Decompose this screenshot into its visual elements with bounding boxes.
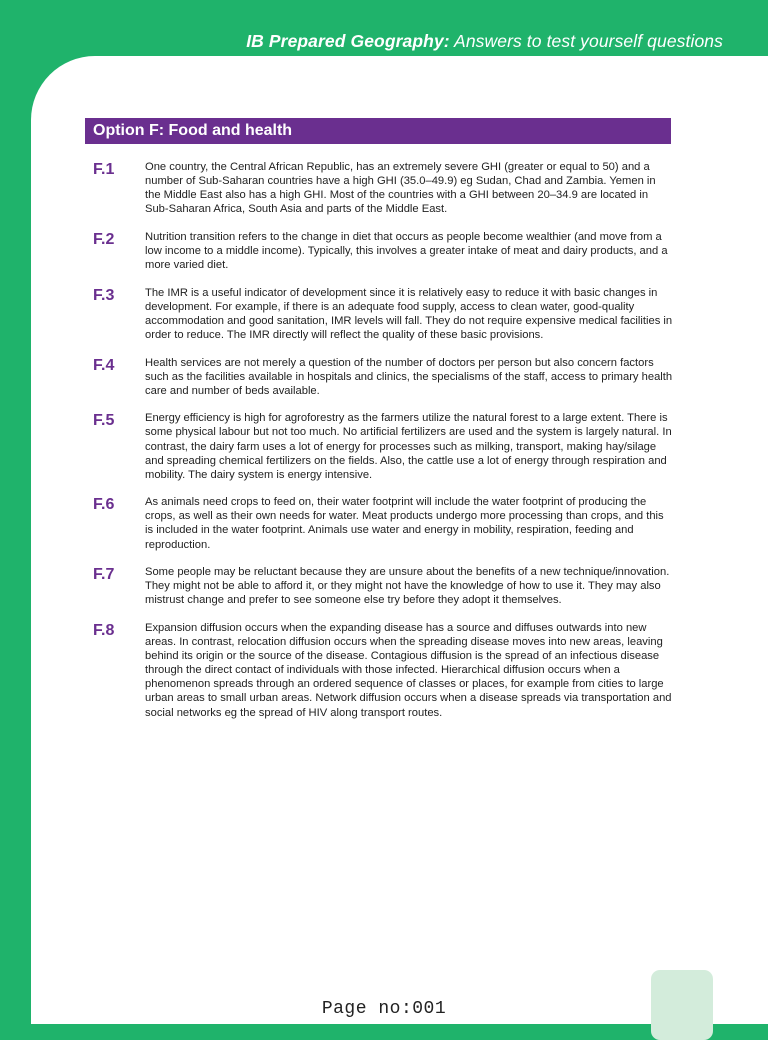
answer-id: F.2 (93, 230, 115, 248)
answer-text: Energy efficiency is high for agroforestry as the farmers utilize the natural forest to a large extent. There is some physical labour but not too much. No artificial fertilizers are used and the system is largely natural. In contrast, the dairy farm uses a lot of energy for processes such as milking, transport, making hay/silage and spreading chemical fertilizers on the fields. Also, the cattle use a lot of energy through respiration and mobility. The dairy system is energy intensive. (145, 412, 672, 481)
answer-id: F.5 (93, 412, 115, 430)
answer-id: F.7 (93, 566, 115, 584)
answer-item (93, 621, 673, 720)
header-title-bold: IB Prepared Geography: (246, 31, 450, 51)
answer-item (93, 160, 673, 216)
answer-text: The IMR is a useful indicator of development since it is relatively easy to reduce it with basic changes in development. For example, if there is an adequate food supply, access to clean water, good-quality accommodation and good sanitation, IMR levels will fall. They do not require expensive medical facilities in order to reduce. The IMR directly will reflect the quality of these basic provisions. (145, 286, 673, 341)
answer-text: Some people may be reluctant because they are unsure about the benefits of a new technique/innovation. They might not be able to afford it, or they might not have the knowledge of how to use it. They may also mistrust change and prefer to see someone else try before they adopt it themselves. (145, 566, 670, 607)
answer-item (93, 411, 673, 481)
answer-id: F.1 (93, 161, 115, 178)
answer-item (93, 286, 673, 342)
header-title-rest: Answers to test yourself questions (449, 31, 723, 51)
answer-text: Expansion diffusion occurs when the expanding disease has a source and diffuses outwards into new areas. In contrast, relocation diffusion occurs when the spreading disease moves into new areas, leaving behind its origin or the source of the disease. Contagious diffusion is the spread of an infectious disease through the direct contact of individuals with those infected. Hierarchical diffusion occurs when a phenomenon spreads through an ordered sequence of classes or places, for example from cities to large urban areas to small urban areas. Network diffusion occurs when a disease spreads via transportation and social networks eg the spread of HIV along transport routes. (145, 621, 672, 719)
section-title: Option F: Food and health (93, 122, 293, 139)
header-title (246, 31, 723, 52)
page-number: Page no:001 (321, 999, 447, 1019)
answer-id: F.6 (93, 496, 115, 514)
answer-text: Nutrition transition refers to the change in diet that occurs as people become wealthier (and move from a low income to a middle income). Typically, this involves a greater intake of meat and dairy products, and a more varied diet. (145, 230, 668, 272)
answer-text: Health services are not merely a question of the number of doctors per person but also concern factors such as the facilities available in hospitals and clinics, the specialisms of the staff, access to primary health care and number of beds available. (145, 356, 673, 397)
answer-item (93, 230, 673, 272)
section-banner (85, 118, 671, 144)
answer-id: F.3 (93, 286, 115, 304)
answer-id: F.4 (93, 356, 115, 374)
answer-item (93, 495, 673, 551)
answer-text: One country, the Central African Republic, has an extremely severe GHI (greater or equal to 50) and a number of Sub-Saharan countries have a high GHI (35.0–49.9) eg Sudan, Chad and Zambia. Yemen in the Middle East also has a high GHI. Most of the countries with a GHI between 20–34.9 are located in Sub-Saharan Africa, South Asia and parts of the Middle East. (145, 161, 656, 216)
answers-list (93, 160, 673, 733)
answer-item (93, 356, 673, 398)
answer-item (93, 565, 673, 607)
answer-text: As animals need crops to feed on, their water footprint will include the water footprint of producing the crops, as well as their own needs for water. Meat products undergo more processing than crops, and this is included in the water footprint. Animals use water and energy in mobility, respiration, feeding and reproduction. (145, 496, 664, 551)
answer-id: F.8 (93, 621, 115, 639)
